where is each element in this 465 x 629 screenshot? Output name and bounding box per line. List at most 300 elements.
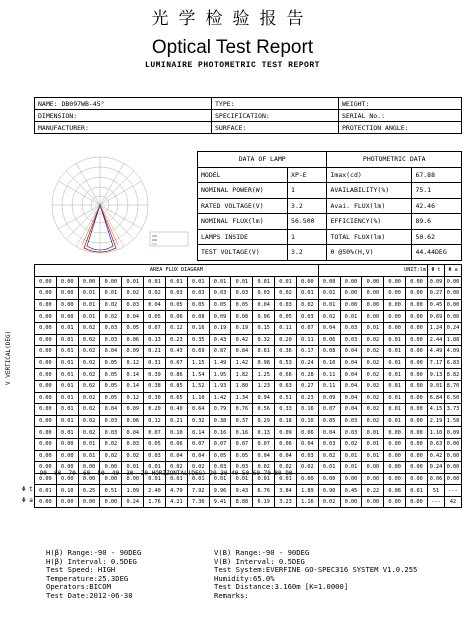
- flux-cell: 0.06: [122, 415, 144, 427]
- flux-total-cell: 0.00: [384, 496, 406, 508]
- flux-cell: 0.01: [384, 415, 406, 427]
- lamp-row: [198, 245, 462, 261]
- phi-t-value: 2.19: [428, 415, 445, 427]
- lamp-param-value: 56.500: [288, 214, 327, 230]
- flux-cell: 0.03: [340, 322, 362, 334]
- flux-cell: 0.03: [122, 299, 144, 311]
- flux-cell: 0.00: [35, 404, 57, 416]
- flux-cell: 0.00: [406, 415, 428, 427]
- phi-t-total-row: [35, 485, 462, 497]
- flux-cell: 0.00: [384, 450, 406, 462]
- flux-cell: 0.14: [187, 427, 209, 439]
- flux-cell: 0.00: [318, 276, 340, 288]
- flux-cell: 0.01: [78, 299, 100, 311]
- flux-cell: 0.76: [231, 404, 253, 416]
- flux-cell: 0.06: [165, 311, 187, 323]
- flux-cell: 0.00: [406, 334, 428, 346]
- flux-cell: 0.01: [209, 276, 231, 288]
- flux-total-cell: 7.92: [187, 485, 209, 497]
- flux-cell: 0.01: [165, 276, 187, 288]
- flux-cell: 0.01: [384, 380, 406, 392]
- phi-a-value: 1.88: [445, 334, 462, 346]
- flux-cell: 0.02: [100, 299, 122, 311]
- flux-cell: 0.43: [165, 346, 187, 358]
- flux-cell: 0.00: [362, 473, 384, 485]
- flux-cell: 0.00: [406, 380, 428, 392]
- flux-cell: 0.04: [340, 357, 362, 369]
- flux-total-cell: 1.16: [296, 496, 318, 508]
- photometric-label: θ @50%(H,V): [327, 245, 412, 261]
- flux-cell: 0.02: [78, 357, 100, 369]
- flux-cell: 0.00: [56, 438, 78, 450]
- flux-cell: 0.04: [318, 427, 340, 439]
- flux-cell: 0.01: [165, 473, 187, 485]
- footer-line: V(B) Range:-90 - 90DEG: [214, 548, 310, 557]
- flux-cell: 0.07: [296, 322, 318, 334]
- flux-total-end: 42: [445, 496, 462, 508]
- flux-cell: 0.79: [209, 404, 231, 416]
- area-flux-title: AREA FLUX DIAGRAM: [35, 265, 319, 277]
- flux-cell: 0.00: [35, 311, 57, 323]
- flux-total-cell: 0.51: [100, 485, 122, 497]
- flux-cell: 0.00: [35, 415, 57, 427]
- photometric-label: EFFICIENCY(%): [327, 214, 412, 230]
- polar-legend: [150, 232, 188, 246]
- flux-cell: 0.00: [56, 450, 78, 462]
- flux-cell: 0.03: [231, 462, 253, 474]
- flux-cell: 0.01: [384, 334, 406, 346]
- flux-cell: 0.40: [165, 404, 187, 416]
- vertical-axis-title: V VERTICAL(DEG): [5, 330, 12, 385]
- flux-cell: 0.01: [56, 334, 78, 346]
- flux-cell: 0.00: [296, 276, 318, 288]
- flux-total-cell: 9.43: [231, 485, 253, 497]
- flux-cell: 0.00: [35, 427, 57, 439]
- flux-cell: 0.11: [318, 380, 340, 392]
- flux-total-cell: 2.40: [144, 485, 166, 497]
- flux-cell: 0.87: [209, 346, 231, 358]
- flux-cell: 0.03: [122, 438, 144, 450]
- flux-cell: 0.04: [318, 322, 340, 334]
- flux-cell: 0.04: [253, 450, 275, 462]
- flux-cell: 0.69: [187, 346, 209, 358]
- flux-cell: 0.03: [253, 288, 275, 300]
- phi-a-value: 4.09: [445, 346, 462, 358]
- flux-cell: 0.07: [231, 438, 253, 450]
- flux-cell: 1.34: [231, 392, 253, 404]
- flux-cell: 0.02: [275, 288, 297, 300]
- footer-line: Temperature:25.3DEG: [46, 573, 129, 583]
- flux-cell: 0.04: [340, 404, 362, 416]
- phi-t-value: 1.10: [428, 427, 445, 439]
- lamp-param-value: 3.2: [288, 245, 327, 261]
- flux-cell: 0.03: [100, 334, 122, 346]
- flux-cell: 0.30: [144, 392, 166, 404]
- flux-cell: 0.04: [122, 311, 144, 323]
- flux-cell: 1.52: [187, 380, 209, 392]
- phi-t-value: 4.15: [428, 404, 445, 416]
- flux-total-cell: 0.00: [362, 496, 384, 508]
- flux-cell: 0.03: [100, 322, 122, 334]
- flux-total-cell: 8.88: [231, 496, 253, 508]
- phi-t-value: 6.84: [428, 392, 445, 404]
- flux-cell: 0.04: [340, 380, 362, 392]
- product-info-table: [34, 97, 462, 134]
- flux-cell: 0.00: [56, 473, 78, 485]
- flux-cell: 0.02: [362, 369, 384, 381]
- flux-cell: 0.01: [362, 438, 384, 450]
- flux-cell: 0.20: [275, 334, 297, 346]
- phi-a-value: 1.58: [445, 415, 462, 427]
- flux-cell: 0.00: [296, 473, 318, 485]
- flux-cell: 0.02: [253, 462, 275, 474]
- flux-cell: 0.05: [209, 450, 231, 462]
- phi-t-header: Φ t: [428, 265, 445, 277]
- flux-cell: 0.02: [122, 288, 144, 300]
- flux-cell: 0.00: [78, 473, 100, 485]
- protection-angle-field: PROTECTION ANGLE:: [339, 122, 462, 134]
- flux-cell: 0.16: [296, 404, 318, 416]
- flux-cell: 0.05: [122, 322, 144, 334]
- flux-cell: 0.05: [144, 311, 166, 323]
- flux-cell: 0.51: [275, 392, 297, 404]
- photometric-data-header: PHOTOMETRIC DATA: [327, 152, 462, 168]
- lamp-photometric-table: [197, 151, 462, 261]
- phi-a-value: 0.00: [445, 288, 462, 300]
- phi-a-value: 0.00: [445, 276, 462, 288]
- flux-cell: 1.80: [231, 380, 253, 392]
- flux-cell: 0.00: [406, 427, 428, 439]
- flux-row: [35, 450, 462, 462]
- flux-cell: 0.10: [318, 357, 340, 369]
- flux-cell: 0.01: [340, 462, 362, 474]
- flux-cell: 0.13: [253, 427, 275, 439]
- lamp-param-label: MODEL: [198, 167, 288, 183]
- phi-t-value: 7.17: [428, 357, 445, 369]
- footer-line: Test Date:2012-06-30: [46, 590, 133, 600]
- flux-cell: 0.00: [406, 438, 428, 450]
- phi-t-value: 9.13: [428, 369, 445, 381]
- flux-cell: 0.04: [144, 299, 166, 311]
- flux-cell: 0.01: [231, 276, 253, 288]
- photometric-value: 75.1: [412, 183, 462, 199]
- flux-total-cell: 1.09: [122, 485, 144, 497]
- flux-cell: 0.00: [384, 311, 406, 323]
- flux-cell: 0.04: [165, 450, 187, 462]
- flux-cell: 0.18: [275, 415, 297, 427]
- flux-cell: 0.04: [122, 427, 144, 439]
- flux-cell: 0.01: [275, 276, 297, 288]
- flux-cell: 0.00: [56, 311, 78, 323]
- flux-cell: 0.21: [165, 415, 187, 427]
- flux-total-cell: 1.76: [144, 496, 166, 508]
- flux-cell: 0.12: [122, 392, 144, 404]
- phi-t-value: 0.42: [428, 450, 445, 462]
- flux-cell: 0.00: [362, 311, 384, 323]
- flux-cell: 0.01: [384, 404, 406, 416]
- surface-field: SURFACE:: [212, 122, 339, 134]
- flux-cell: 0.03: [296, 311, 318, 323]
- footer-line: Test Speed: HIGH: [46, 565, 116, 574]
- flux-total-label: Φ t: [22, 485, 33, 493]
- flux-cell: 0.00: [406, 462, 428, 474]
- flux-cell: 0.00: [384, 427, 406, 439]
- flux-cell: 1.23: [253, 380, 275, 392]
- flux-cell: 0.06: [165, 438, 187, 450]
- flux-cell: 0.05: [275, 311, 297, 323]
- flux-cell: 0.04: [100, 346, 122, 358]
- flux-cell: 0.07: [144, 322, 166, 334]
- flux-cell: 0.08: [187, 311, 209, 323]
- phi-a-value: 0.00: [445, 473, 462, 485]
- flux-total-cell: 6.76: [253, 485, 275, 497]
- flux-cell: 0.04: [340, 392, 362, 404]
- flux-cell: 0.01: [144, 276, 166, 288]
- phi-a-value: 0.24: [445, 322, 462, 334]
- flux-cell: 0.05: [144, 438, 166, 450]
- flux-cell: 0.42: [231, 334, 253, 346]
- flux-cell: 0.05: [318, 415, 340, 427]
- lamp-row: [198, 229, 462, 245]
- flux-cell: 0.01: [384, 392, 406, 404]
- phi-t-value: 4.49: [428, 346, 445, 358]
- flux-cell: 0.01: [56, 427, 78, 439]
- manufacturer-field: MANUFACTURER:: [35, 122, 212, 134]
- flux-cell: 0.16: [231, 427, 253, 439]
- flux-cell: 0.08: [231, 311, 253, 323]
- flux-cell: 0.01: [122, 276, 144, 288]
- flux-cell: 0.02: [187, 462, 209, 474]
- flux-total-cell: 0.08: [384, 485, 406, 497]
- flux-cell: 0.01: [187, 473, 209, 485]
- flux-row: [35, 334, 462, 346]
- flux-cell: 0.09: [122, 404, 144, 416]
- flux-cell: 0.00: [406, 299, 428, 311]
- flux-cell: 0.12: [165, 322, 187, 334]
- flux-cell: 0.66: [275, 369, 297, 381]
- flux-cell: 0.03: [100, 415, 122, 427]
- flux-cell: 0.00: [78, 276, 100, 288]
- photometric-label: AVAILABILITY(%): [327, 183, 412, 199]
- flux-cell: 0.01: [253, 276, 275, 288]
- flux-cell: 0.01: [340, 311, 362, 323]
- phi-a-header: Φ a: [445, 265, 462, 277]
- footer-line: Test System:EVERFINE GO-SPEC316 SYSTEM V1.0.255: [214, 565, 418, 574]
- flux-cell: 0.67: [165, 357, 187, 369]
- flux-cell: 0.00: [362, 276, 384, 288]
- flux-cell: 0.36: [275, 346, 297, 358]
- flux-cell: 0.01: [296, 288, 318, 300]
- flux-cell: 0.00: [35, 288, 57, 300]
- flux-cell: 0.05: [165, 299, 187, 311]
- flux-total-cell: 7.36: [187, 496, 209, 508]
- flux-cell: 1.10: [187, 392, 209, 404]
- phi-a-value: 0.00: [445, 311, 462, 323]
- flux-total-end: ---: [445, 485, 462, 497]
- phi-t-value: 2.44: [428, 334, 445, 346]
- flux-cell: 0.00: [122, 473, 144, 485]
- flux-cell: 0.33: [275, 404, 297, 416]
- flux-cell: 0.00: [406, 322, 428, 334]
- flux-cell: 0.07: [318, 404, 340, 416]
- polar-light-distribution-chart: [40, 150, 192, 262]
- flux-cell: 0.01: [56, 369, 78, 381]
- lamp-param-value: 1: [288, 229, 327, 245]
- phi-a-value: 6.83: [445, 357, 462, 369]
- flux-cell: 0.00: [100, 276, 122, 288]
- phi-a-value: 0.09: [445, 427, 462, 439]
- phi-a-value: 6.50: [445, 392, 462, 404]
- flux-cell: 0.00: [35, 346, 57, 358]
- flux-cell: 0.06: [296, 427, 318, 439]
- flux-total-cell: 4.79: [165, 485, 187, 497]
- flux-cell: 0.01: [56, 404, 78, 416]
- flux-cell: 1.15: [187, 357, 209, 369]
- flux-total-cell: 0.25: [78, 485, 100, 497]
- flux-cell: 0.39: [144, 369, 166, 381]
- flux-cell: 0.00: [35, 462, 57, 474]
- serial-field: SERIAL No.:: [339, 110, 462, 122]
- flux-total-cell: 9.41: [209, 496, 231, 508]
- flux-cell: 0.02: [78, 322, 100, 334]
- test-conditions-left: [46, 549, 141, 600]
- phi-a-value: 0.00: [445, 462, 462, 474]
- flux-cell: 0.00: [340, 473, 362, 485]
- flux-cell: 0.01: [144, 473, 166, 485]
- lamp-param-label: LAMPS INSIDE: [198, 229, 288, 245]
- flux-row: [35, 299, 462, 311]
- phi-a-total-row: [35, 496, 462, 508]
- flux-cell: 0.86: [165, 369, 187, 381]
- flux-cell: 0.02: [362, 346, 384, 358]
- photometric-value: 42.46: [412, 198, 462, 214]
- flux-total-cell: 0.02: [318, 496, 340, 508]
- flux-cell: 0.01: [318, 462, 340, 474]
- flux-cell: 0.00: [384, 288, 406, 300]
- flux-cell: 0.11: [296, 334, 318, 346]
- flux-total-cell: 4.21: [165, 496, 187, 508]
- flux-cell: 0.01: [56, 346, 78, 358]
- flux-cell: 0.05: [100, 369, 122, 381]
- flux-cell: 0.03: [144, 450, 166, 462]
- flux-cell: 0.85: [165, 380, 187, 392]
- flux-cell: 1.82: [231, 369, 253, 381]
- flux-cell: 0.02: [296, 299, 318, 311]
- flux-cell: 0.07: [144, 427, 166, 439]
- flux-cell: 0.28: [296, 369, 318, 381]
- lamp-row: [198, 183, 462, 199]
- flux-cell: 0.01: [56, 415, 78, 427]
- flux-cell: 0.02: [362, 404, 384, 416]
- flux-cell: 0.16: [209, 427, 231, 439]
- flux-total-cell: 0.00: [340, 496, 362, 508]
- flux-cell: 0.00: [340, 299, 362, 311]
- flux-row: [35, 322, 462, 334]
- flux-cell: 0.01: [362, 450, 384, 462]
- flux-total-cell: 0.01: [406, 485, 428, 497]
- flux-cell: 0.15: [253, 322, 275, 334]
- flux-cell: 0.00: [384, 473, 406, 485]
- flux-cell: 0.94: [253, 392, 275, 404]
- photometric-label: TOTAL FLUX(lm): [327, 229, 412, 245]
- flux-cell: 0.13: [144, 334, 166, 346]
- flux-cell: 0.00: [406, 392, 428, 404]
- phi-a-value: 8.70: [445, 380, 462, 392]
- flux-cell: 0.01: [56, 357, 78, 369]
- dimension-field: DIMENSION:: [35, 110, 212, 122]
- flux-cell: 0.02: [362, 334, 384, 346]
- photometric-value: 44.44DEG: [412, 245, 462, 261]
- flux-cell: 0.02: [144, 288, 166, 300]
- flux-cell: 0.14: [122, 369, 144, 381]
- flux-cell: 0.00: [100, 473, 122, 485]
- flux-cell: 0.00: [406, 276, 428, 288]
- flux-cell: 0.02: [362, 357, 384, 369]
- flux-cell: 0.02: [100, 450, 122, 462]
- flux-cell: 0.02: [122, 450, 144, 462]
- weight-field: WEIGHT:: [339, 98, 462, 110]
- lamp-row: [198, 214, 462, 230]
- flux-cell: 0.03: [209, 288, 231, 300]
- flux-cell: 0.84: [231, 346, 253, 358]
- flux-cell: 0.00: [35, 369, 57, 381]
- flux-cell: 0.31: [144, 357, 166, 369]
- flux-cell: 0.08: [318, 346, 340, 358]
- flux-cell: 0.20: [144, 404, 166, 416]
- flux-cell: 0.04: [296, 438, 318, 450]
- flux-cell: 0.06: [122, 334, 144, 346]
- flux-cell: 0.00: [35, 473, 57, 485]
- flux-cell: 0.23: [165, 334, 187, 346]
- flux-cell: 0.29: [253, 415, 275, 427]
- flux-total-cell: 0.00: [78, 496, 100, 508]
- phi-a-value: 8.82: [445, 369, 462, 381]
- phi-a-value: 0.00: [445, 450, 462, 462]
- flux-cell: 0.19: [209, 322, 231, 334]
- flux-total-label: Φ a: [22, 497, 33, 505]
- flux-cell: 0.00: [406, 450, 428, 462]
- flux-total-cell: 6.19: [253, 496, 275, 508]
- flux-cell: 0.23: [296, 392, 318, 404]
- flux-row: [35, 276, 462, 288]
- flux-cell: 0.01: [384, 369, 406, 381]
- flux-cell: 0.01: [384, 357, 406, 369]
- flux-cell: 0.00: [35, 450, 57, 462]
- flux-cell: 0.04: [275, 450, 297, 462]
- flux-row: [35, 380, 462, 392]
- flux-cell: 0.03: [296, 450, 318, 462]
- flux-cell: 0.24: [296, 357, 318, 369]
- test-conditions-right: [214, 549, 417, 600]
- flux-cell: 0.10: [165, 427, 187, 439]
- flux-cell: 0.21: [144, 346, 166, 358]
- flux-cell: 1.95: [209, 369, 231, 381]
- flux-row: [35, 404, 462, 416]
- flux-cell: 0.01: [122, 462, 144, 474]
- flux-cell: 0.09: [275, 427, 297, 439]
- flux-total-cell: 1.89: [296, 485, 318, 497]
- name-field: NAME: DB097WB-45°: [35, 98, 212, 110]
- flux-cell: 0.03: [100, 427, 122, 439]
- phi-t-value: 0.69: [428, 311, 445, 323]
- flux-cell: 0.00: [384, 438, 406, 450]
- lamp-param-label: TEST VOLTAGE(V): [198, 245, 288, 261]
- flux-cell: 0.00: [56, 276, 78, 288]
- flux-cell: 0.27: [296, 380, 318, 392]
- flux-cell: 0.00: [35, 334, 57, 346]
- phi-t-value: 0.27: [428, 288, 445, 300]
- specification-field: SPECIFICATION:: [212, 110, 339, 122]
